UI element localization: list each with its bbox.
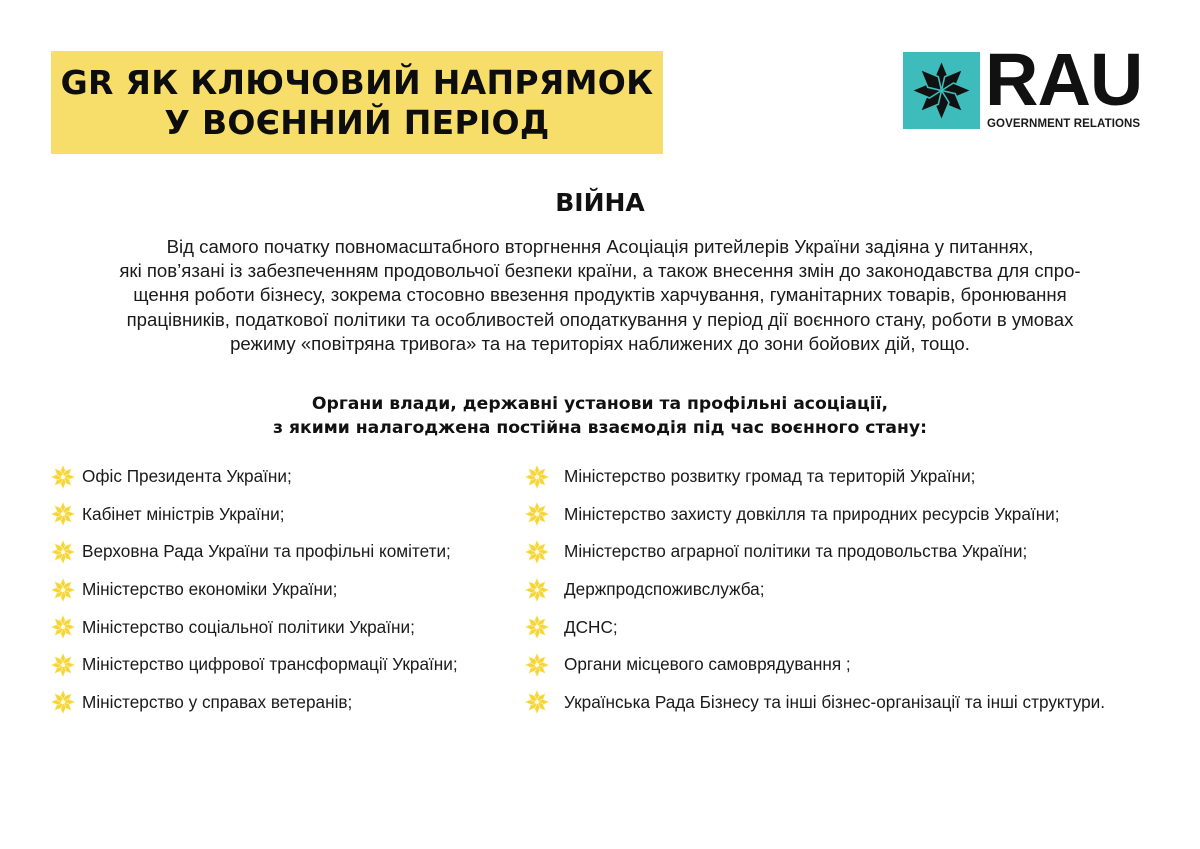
list-item: [524, 571, 1105, 609]
list-item: [50, 646, 458, 684]
intro-line: режиму «повітряна тривога» та на територіях наближених до зони бойових дій, тощо.: [230, 332, 970, 354]
yellow-star-bullet-icon: [50, 464, 76, 490]
list-item: [50, 533, 458, 571]
list-item-label: Міністерство розвитку громад та територій України;: [564, 466, 976, 487]
logo-wordmark: RAU: [985, 38, 1143, 121]
intro-line: Від самого початку повномасштабного вторгнення Асоціація ритейлерів України задіяна у питаннях,: [166, 236, 1034, 257]
partners-list-right: [524, 458, 1105, 721]
yellow-star-bullet-icon: [50, 652, 76, 678]
banner-title-line-2: У ВОЄННИЙ ПЕРІОД: [164, 102, 550, 142]
list-item-label: Органи місцевого самоврядування ;: [564, 654, 851, 675]
list-item: [524, 646, 1105, 684]
list-item-label: Міністерство соціальної політики України;: [82, 616, 415, 637]
eight-point-star-icon: [903, 52, 980, 129]
list-item-label: Міністерство економіки України;: [82, 579, 338, 600]
yellow-star-bullet-icon: [50, 689, 76, 715]
list-item: [524, 496, 1105, 534]
list-item: [524, 608, 1105, 646]
section-title: ВІЙНА: [555, 188, 645, 217]
rau-logo: [903, 38, 1153, 132]
yellow-star-bullet-icon: [50, 539, 76, 565]
partners-list-left: [50, 458, 458, 721]
yellow-star-bullet-icon: [524, 652, 550, 678]
intro-line: працівників, податкової політики та особливостей оподаткування у період дії воєнного стану, роботи в умовах: [126, 308, 1074, 330]
yellow-star-bullet-icon: [524, 614, 550, 640]
partners-heading: [0, 392, 1200, 440]
list-item-label: Українська Рада Бізнесу та інші бізнес-організації та інші структури.: [564, 691, 1106, 712]
yellow-star-bullet-icon: [50, 501, 76, 527]
list-item: [524, 684, 1105, 722]
list-item: [50, 684, 458, 722]
list-item: [50, 496, 458, 534]
list-item-label: Міністерство аграрної політики та продовольства України;: [564, 541, 1028, 562]
list-item-label: Верховна Рада України та профільні комітети;: [82, 541, 451, 562]
list-item-label: Міністерство у справах ветеранів;: [82, 691, 353, 712]
yellow-star-bullet-icon: [524, 464, 550, 490]
list-item: [524, 458, 1105, 496]
list-item: [50, 608, 458, 646]
title-banner: [51, 51, 663, 154]
yellow-star-bullet-icon: [524, 689, 550, 715]
intro-line: щення роботи бізнесу, зокрема стосовно ввезення продуктів харчування, гуманітарних товарів, бронювання: [133, 284, 1067, 306]
yellow-star-bullet-icon: [50, 577, 76, 603]
list-item: [50, 458, 458, 496]
intro-line: які пов’язані із забезпеченням продовольчої безпеки країни, а також внесення змін до законодавства для спро-: [119, 260, 1081, 282]
yellow-star-bullet-icon: [524, 501, 550, 527]
banner-title-line-1: GR ЯК КЛЮЧОВИЙ НАПРЯМОК: [60, 62, 654, 102]
yellow-star-bullet-icon: [524, 539, 550, 565]
list-item-label: Міністерство цифрової трансформації України;: [82, 654, 458, 675]
yellow-star-bullet-icon: [524, 577, 550, 603]
partners-heading-line-1: Органи влади, державні установи та профільні асоціації,: [311, 394, 889, 414]
list-item-label: Міністерство захисту довкілля та природних ресурсів України;: [564, 503, 1060, 524]
list-item: [50, 571, 458, 609]
yellow-star-bullet-icon: [50, 614, 76, 640]
partners-heading-line-2: з якими налагоджена постійна взаємодія під час воєнного стану:: [273, 418, 927, 438]
list-item-label: Кабінет міністрів України;: [82, 503, 285, 524]
intro-paragraph: [50, 235, 1150, 356]
logo-subtitle: GOVERNMENT RELATIONS: [987, 118, 1141, 130]
list-item: [524, 533, 1105, 571]
list-item-label: Держпродспоживслужба;: [564, 579, 765, 600]
list-item-label: Офіс Президента України;: [82, 466, 292, 487]
list-item-label: ДСНС;: [564, 616, 618, 637]
